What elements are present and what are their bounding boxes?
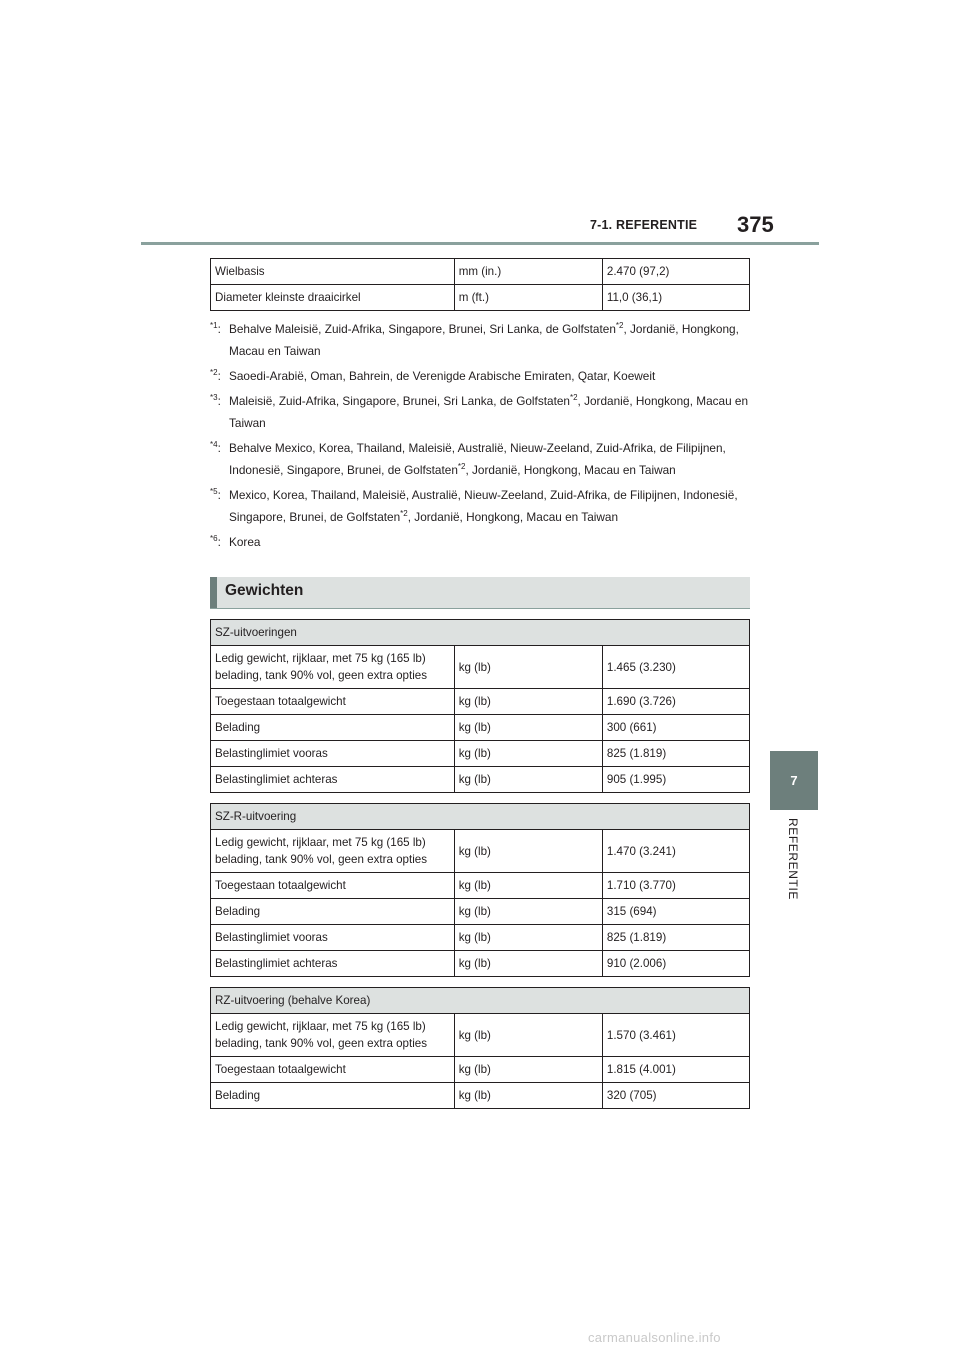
chapter-tab[interactable]	[770, 751, 818, 810]
footnote-text: Behalve Mexico, Korea, Thailand, Maleisië, Australië, Nieuw-Zeeland, Zuid-Afrika, de Filipijnen, Indonesië, Singapore, Brunei, de Golfstaten	[229, 441, 726, 477]
row-value: 1.690 (3.726)	[602, 689, 749, 715]
footnote-text: Behalve Maleisië, Zuid-Afrika, Singapore, Brunei, Sri Lanka, de Golfstaten	[229, 322, 616, 336]
row-unit: kg (lb)	[454, 741, 602, 767]
footnote-mark: *6	[210, 534, 218, 544]
table-row	[211, 285, 750, 311]
footnote-ref: *2	[569, 393, 578, 403]
row-value: 910 (2.006)	[602, 951, 749, 977]
table-row	[211, 715, 750, 741]
row-value: 825 (1.819)	[602, 925, 749, 951]
row-value: 905 (1.995)	[602, 767, 749, 793]
table-row	[211, 646, 750, 689]
table-header-row	[211, 620, 750, 646]
footnote-separator: :	[217, 394, 221, 408]
weights-table-sz-r	[210, 803, 750, 977]
dimensions-table	[210, 258, 750, 311]
row-unit: mm (in.)	[454, 259, 602, 285]
table-header-row	[211, 988, 750, 1014]
row-label: Belading	[211, 899, 455, 925]
footnote-ref: *2	[615, 321, 624, 331]
footnote-mark: *3	[210, 393, 218, 403]
weights-heading-title: Gewichten	[225, 582, 304, 599]
row-unit: kg (lb)	[454, 925, 602, 951]
chapter-side-label: REFERENTIE	[786, 818, 800, 901]
watermark: carmanualsonline.info	[588, 1330, 721, 1345]
table-row	[211, 925, 750, 951]
row-label: Toegestaan totaalgewicht	[211, 873, 455, 899]
table-row	[211, 1014, 750, 1057]
row-label: Ledig gewicht, rijklaar, met 75 kg (165 lb) belading, tank 90% vol, geen extra opties	[211, 830, 455, 873]
footnote-separator: :	[217, 488, 221, 502]
footnote-text: Mexico, Korea, Thailand, Maleisië, Australië, Nieuw-Zeeland, Zuid-Afrika, de Filipijnen, Indonesië, Singapore, Brunei, de Golfstaten	[229, 488, 738, 524]
footnote	[210, 318, 755, 362]
table-row	[211, 741, 750, 767]
row-label: Belastinglimiet achteras	[211, 767, 455, 793]
row-value: 2.470 (97,2)	[602, 259, 749, 285]
row-label: Belastinglimiet achteras	[211, 951, 455, 977]
row-value: 320 (705)	[602, 1083, 749, 1109]
row-label: Ledig gewicht, rijklaar, met 75 kg (165 lb) belading, tank 90% vol, geen extra opties	[211, 1014, 455, 1057]
footnote	[210, 365, 755, 387]
footnote	[210, 484, 755, 528]
weights-table-sz	[210, 619, 750, 793]
row-value: 315 (694)	[602, 899, 749, 925]
row-unit: kg (lb)	[454, 646, 602, 689]
table-row	[211, 259, 750, 285]
footnote	[210, 531, 755, 553]
section-header: 7-1. REFERENTIE	[590, 218, 698, 232]
table-row	[211, 899, 750, 925]
table-row	[211, 951, 750, 977]
row-unit: kg (lb)	[454, 1057, 602, 1083]
footnote-text: Saoedi-Arabië, Oman, Bahrein, de Verenigde Arabische Emiraten, Qatar, Koeweit	[229, 369, 656, 383]
footnote-mark: *4	[210, 440, 218, 450]
footnote-separator: :	[217, 322, 221, 336]
table-row	[211, 1057, 750, 1083]
row-unit: kg (lb)	[454, 689, 602, 715]
row-value: 1.710 (3.770)	[602, 873, 749, 899]
row-unit: kg (lb)	[454, 715, 602, 741]
footnote	[210, 437, 755, 481]
footnote-ref: *2	[457, 462, 466, 472]
row-value: 1.465 (3.230)	[602, 646, 749, 689]
row-value: 825 (1.819)	[602, 741, 749, 767]
row-value: 1.470 (3.241)	[602, 830, 749, 873]
row-unit: kg (lb)	[454, 767, 602, 793]
table-row	[211, 1083, 750, 1109]
footnote	[210, 390, 755, 434]
table-header-row	[211, 804, 750, 830]
row-unit: kg (lb)	[454, 951, 602, 977]
footnote-text: , Jordanië, Hongkong, Macau en Taiwan	[229, 322, 739, 358]
footnote-text: , Jordanië, Hongkong, Macau en Taiwan	[465, 463, 676, 477]
footnote-text: , Jordanië, Hongkong, Macau en Taiwan	[229, 394, 749, 430]
row-unit: kg (lb)	[454, 1014, 602, 1057]
footnote-mark: *1	[210, 321, 218, 331]
chapter-tab-number: 7	[790, 773, 798, 788]
row-unit: m (ft.)	[454, 285, 602, 311]
row-label: Belastinglimiet vooras	[211, 741, 455, 767]
row-label: Toegestaan totaalgewicht	[211, 689, 455, 715]
row-label: Belading	[211, 715, 455, 741]
table-title: SZ-R-uitvoering	[211, 804, 750, 830]
row-unit: kg (lb)	[454, 873, 602, 899]
weights-heading	[210, 577, 750, 609]
footnote-separator: :	[217, 369, 221, 383]
footnote-mark: *5	[210, 487, 218, 497]
table-title: RZ-uitvoering (behalve Korea)	[211, 988, 750, 1014]
heading-accent-bar	[210, 577, 217, 608]
footnote-mark: *2	[210, 368, 218, 378]
footnote-text: Korea	[229, 535, 261, 549]
table-row	[211, 689, 750, 715]
row-label: Belastinglimiet vooras	[211, 925, 455, 951]
row-unit: kg (lb)	[454, 899, 602, 925]
table-row	[211, 873, 750, 899]
footnote-separator: :	[217, 535, 221, 549]
page-number: 375	[737, 212, 774, 237]
row-label: Diameter kleinste draaicirkel	[211, 285, 455, 311]
row-label: Ledig gewicht, rijklaar, met 75 kg (165 lb) belading, tank 90% vol, geen extra opties	[211, 646, 455, 689]
row-value: 300 (661)	[602, 715, 749, 741]
row-value: 1.815 (4.001)	[602, 1057, 749, 1083]
footnote-text: Maleisië, Zuid-Afrika, Singapore, Brunei, Sri Lanka, de Golfstaten	[229, 394, 570, 408]
row-label: Toegestaan totaalgewicht	[211, 1057, 455, 1083]
footnote-text: , Jordanië, Hongkong, Macau en Taiwan	[407, 510, 619, 524]
footnote-ref: *2	[400, 509, 408, 519]
header-rule	[141, 242, 819, 245]
row-unit: kg (lb)	[454, 1083, 602, 1109]
table-row	[211, 767, 750, 793]
row-value: 11,0 (36,1)	[602, 285, 749, 311]
row-label: Belading	[211, 1083, 455, 1109]
footnote-separator: :	[217, 441, 221, 455]
row-value: 1.570 (3.461)	[602, 1014, 749, 1057]
row-label: Wielbasis	[211, 259, 455, 285]
row-unit: kg (lb)	[454, 830, 602, 873]
table-title: SZ-uitvoeringen	[211, 620, 750, 646]
footnotes	[210, 318, 755, 556]
table-row	[211, 830, 750, 873]
weights-table-rz	[210, 987, 750, 1109]
